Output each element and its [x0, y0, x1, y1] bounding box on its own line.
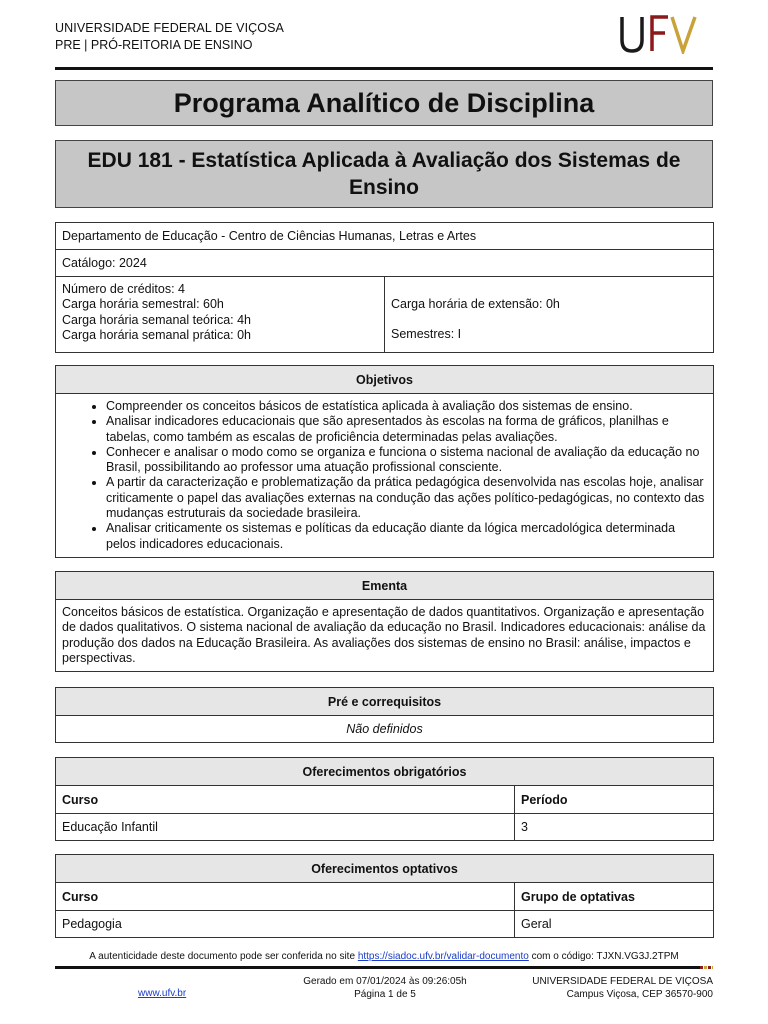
- ementa-section: [55, 571, 714, 672]
- extension-hours-text: Carga horária de extensão: 0h: [391, 297, 560, 311]
- mandatory-offerings-table: [55, 757, 714, 841]
- optional-offerings-table: [55, 854, 714, 938]
- ementa-text: Conceitos básicos de estatística. Organização e apresentação de dados quantitativos. Organização e apresentação de dados qualitativos. O sistema nacional de avaliação da educação no Brasil. Indicadores educacionais: análise da produção dos dados na Educação Brasileira. As avaliações dos sistemas de ensino no Brasil: análise, impactos e perspectivas.: [56, 600, 714, 672]
- objectives-body: [56, 394, 714, 558]
- catalog-cell: Catálogo: 2024: [56, 250, 714, 277]
- objectives-heading: Objetivos: [56, 366, 714, 394]
- objectives-list: [62, 399, 707, 552]
- course-title: EDU 181 - Estatística Aplicada à Avaliação dos Sistemas de Ensino: [87, 149, 681, 199]
- table-row: [56, 911, 714, 938]
- weekly-theory-text: Carga horária semanal teórica: 4h: [62, 312, 251, 327]
- extension-cell: [385, 277, 714, 353]
- footer-address: [480, 976, 713, 1001]
- footer-divider: [55, 966, 713, 969]
- footer-university: UNIVERSIDADE FEDERAL DE VIÇOSA: [532, 976, 713, 987]
- objective-item: • A partir da caracterização e problematização da prática pedagógica desenvolvida nas escolas hoje, analisar criticamente o papel das avaliações externas na condução das ações político-pedagógicas, no contexto das mudanças estruturais da sociedade brasileira.: [106, 475, 707, 521]
- weekly-practice-text: Carga horária semanal prática: 0h: [62, 327, 251, 342]
- auth-suffix: com o código: TJXN.VG3J.2TPM: [531, 951, 679, 962]
- semesters-text: Semestres: I: [391, 327, 462, 342]
- grupo-cell: Geral: [515, 911, 714, 938]
- footer-campus: Campus Viçosa, CEP 36570-900: [566, 988, 713, 1000]
- course-info-table: [55, 222, 714, 353]
- objective-item: • Conhecer e analisar o modo como se organiza e funciona o sistema nacional de avaliação da educação no Brasil, possibilitando ao professor uma atuação profissional consciente.: [106, 445, 707, 476]
- auth-prefix: A autenticidade deste documento pode ser conferida no site: [89, 951, 356, 962]
- objective-item: • Analisar criticamente os sistemas e políticas da educação diante da lógica mercadológica determinada pelos indicadores educacionais.: [106, 521, 707, 552]
- department-header: PRE | PRÓ-REITORIA DE ENSINO: [55, 38, 253, 52]
- table-row: [56, 814, 714, 841]
- col-curso: Curso: [56, 883, 515, 911]
- page-number: Página 1 de 5: [354, 988, 416, 1000]
- optional-heading: Oferecimentos optativos: [56, 855, 714, 883]
- prereq-heading: Pré e correquisitos: [56, 688, 714, 716]
- semester-hours-text: Carga horária semestral: 60h: [62, 297, 224, 312]
- footer-color-stripe: [700, 966, 713, 969]
- credits-text: Número de créditos: 4: [62, 282, 185, 296]
- department-cell: Departamento de Educação - Centro de Ciências Humanas, Letras e Artes: [56, 223, 714, 250]
- header-divider: [55, 67, 713, 70]
- mandatory-heading: Oferecimentos obrigatórios: [56, 758, 714, 786]
- page-title: Programa Analítico de Disciplina: [55, 80, 713, 126]
- objective-item: • Compreender os conceitos básicos de estatística aplicada à avaliação dos sistemas de ensino.: [106, 399, 707, 414]
- authenticity-note: [0, 951, 768, 962]
- col-grupo: Grupo de optativas: [515, 883, 714, 911]
- objectives-section: [55, 365, 714, 558]
- hours-cell: [56, 277, 385, 353]
- col-curso: Curso: [56, 786, 515, 814]
- ufv-logo: [619, 14, 699, 54]
- prereq-section: [55, 687, 714, 743]
- curso-cell: Educação Infantil: [56, 814, 515, 841]
- col-periodo: Período: [515, 786, 714, 814]
- prereq-text: Não definidos: [56, 716, 714, 743]
- curso-cell: Pedagogia: [56, 911, 515, 938]
- site-link[interactable]: www.ufv.br: [138, 988, 187, 999]
- periodo-cell: 3: [515, 814, 714, 841]
- objective-item: • Analisar indicadores educacionais que são apresentados às escolas na forma de gráficos, planilhas e tabelas, como também as escalas de proficiência determinadas pelas avaliações.: [106, 414, 707, 445]
- course-title-box: [55, 140, 713, 208]
- generated-text: Gerado em 07/01/2024 às 09:26:05h: [303, 976, 467, 987]
- footer-generated: [285, 976, 485, 1001]
- university-name: UNIVERSIDADE FEDERAL DE VIÇOSA: [55, 21, 284, 35]
- validation-link[interactable]: https://siadoc.ufv.br/validar-documento: [357, 951, 529, 962]
- ementa-heading: Ementa: [56, 572, 714, 600]
